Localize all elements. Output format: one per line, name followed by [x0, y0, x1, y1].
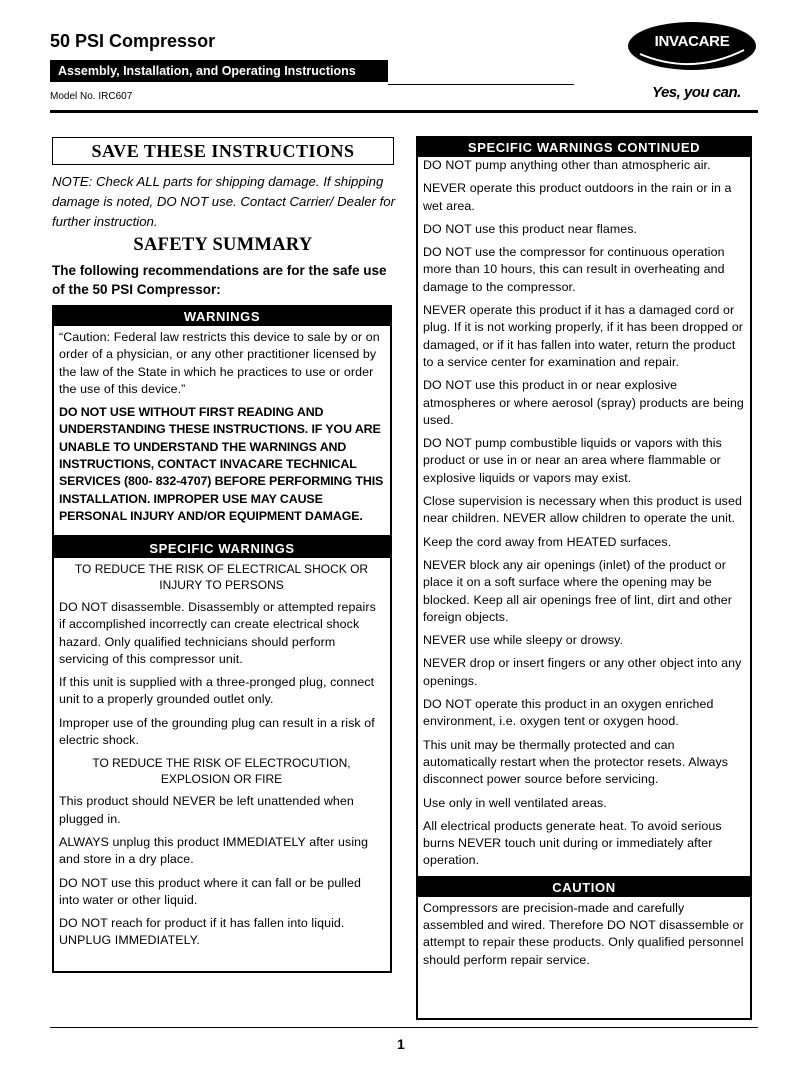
list-item: DO NOT pump combustible liquids or vapors with this product or use in or near an area where flammable or explosive liquids or vapors may exist.: [423, 436, 722, 485]
electrocution-risk-heading: TO REDUCE THE RISK OF ELECTROCUTION, EXPLOSION OR FIRE: [92, 756, 351, 787]
header-rule: [50, 110, 758, 113]
warnings-body: [54, 326, 390, 525]
list-item: This unit may be thermally protected and can automatically restart when the protector resets. Always disconnect power source before servicing.: [423, 737, 729, 787]
safety-intro: The following recommendations are for the safe use of the 50 PSI Compressor:: [52, 263, 387, 297]
list-item: Use only in well ventilated areas.: [423, 795, 607, 810]
list-item: Close supervision is necessary when this product is used near children. NEVER allow children to operate the unit.: [423, 494, 742, 526]
list-item: NEVER operate this product if it has a damaged cord or plug. If it is not working properly, if it has been dropped or damaged, or if it has fallen into water, return the product to a service center for examination and repair.: [423, 303, 744, 369]
list-item: NEVER operate this product outdoors in the rain or in a wet area.: [423, 181, 732, 213]
specific-warnings-header: SPECIFIC WARNINGS: [54, 539, 390, 558]
document-title: 50 PSI Compressor: [50, 31, 216, 51]
shock-risk-heading: TO REDUCE THE RISK OF ELECTRICAL SHOCK OR INJURY TO PERSONS: [74, 562, 369, 592]
list-item: If this unit is supplied with a three-pronged plug, connect unit to a properly grounded outlet only.: [59, 675, 375, 707]
list-item: ALWAYS unplug this product IMMEDIATELY after using and store in a dry place.: [59, 834, 369, 867]
save-instructions-title: SAVE THESE INSTRUCTIONS: [52, 137, 394, 165]
continued-body: [418, 157, 750, 870]
read-first-warning: DO NOT USE WITHOUT FIRST READING AND UNDERSTANDING THESE INSTRUCTIONS. IF YOU ARE UNABLE TO UNDERSTAND THE WARNINGS AND INSTRUCTIONS, CONTACT INVACARE TECHNICAL SERVICES (800- 832-4707) BEFORE PERFORMING THIS INSTALLATION. IMPROPER USE MAY CAUSE PERSONAL INJURY AND/OR EQUIPMENT DAMAGE.: [59, 405, 384, 523]
continued-header: SPECIFIC WARNINGS CONTINUED: [418, 138, 750, 157]
list-item: Improper use of the grounding plug can result in a risk of electric shock.: [59, 715, 375, 748]
tagline: Yes, you can.: [652, 84, 741, 101]
page-number: 1: [397, 1036, 405, 1052]
list-item: This product should NEVER be left unattended when plugged in.: [59, 794, 354, 826]
caution-text: Compressors are precision-made and carefully assembled and wired. Therefore DO NOT disassemble or attempt to repair these products. Only qualified personnel should perform repair service.: [423, 900, 744, 967]
list-item: DO NOT use this product near flames.: [423, 221, 638, 236]
header-divider: [388, 84, 574, 85]
warnings-header: WARNINGS: [54, 307, 390, 326]
specific-warnings-body: [54, 558, 390, 950]
list-item: DO NOT use this product where it can fall or be pulled into water or other liquid.: [59, 875, 362, 907]
list-item: DO NOT operate this product in an oxygen enriched environment, i.e. oxygen tent or oxygen hood.: [423, 697, 714, 729]
specific-warnings-continued-box: [416, 136, 752, 1020]
warnings-box: [52, 305, 392, 537]
caution-body: [418, 897, 750, 969]
list-item: DO NOT pump anything other than atmospheric air.: [423, 158, 711, 172]
footer-rule: [50, 1027, 758, 1028]
logo-text: INVACARE: [654, 33, 730, 50]
list-item: DO NOT use this product in or near explosive atmospheres or where aerosol (spray) products are being used.: [423, 378, 744, 427]
list-item: DO NOT disassemble. Disassembly or attempted repairs if accomplished incorrectly can create electrical shock hazard. Only qualified technicians should perform servicing of this compressor unit.: [59, 600, 376, 666]
model-number: Model No. IRC607: [50, 91, 133, 102]
caution-header: CAUTION: [418, 876, 750, 897]
shipping-note: NOTE: Check ALL parts for shipping damage. If shipping damage is noted, DO NOT use. Contact Carrier/ Dealer for further instruction.: [52, 174, 396, 229]
invacare-logo: [626, 20, 758, 72]
list-item: NEVER drop or insert fingers or any other object into any openings.: [423, 656, 742, 688]
list-item: DO NOT use the compressor for continuous operation more than 10 hours, this can result in overheating and damage to the compressor.: [423, 245, 725, 294]
list-item: NEVER block any air openings (inlet) of the product or place it on a soft surface where the opening may be blocked. Keep all air openings free of lint, dirt and other foreign objects.: [423, 557, 732, 624]
safety-summary-title: SAFETY SUMMARY: [133, 235, 313, 255]
list-item: DO NOT reach for product if it has fallen into liquid. UNPLUG IMMEDIATELY.: [59, 916, 345, 948]
list-item: Keep the cord away from HEATED surfaces.: [423, 534, 672, 549]
specific-warnings-box: [52, 537, 392, 973]
list-item: All electrical products generate heat. To avoid serious burns NEVER touch unit during or immediately after operation.: [423, 818, 722, 868]
document-subtitle: Assembly, Installation, and Operating Instructions: [50, 60, 388, 82]
list-item: NEVER use while sleepy or drowsy.: [423, 633, 624, 648]
caution-federal-law: “Caution: Federal law restricts this device to sale by or on order of a physician, or any other practitioner licensed by the law of the State in which he practices to use or order the use of this device.”: [59, 330, 380, 396]
